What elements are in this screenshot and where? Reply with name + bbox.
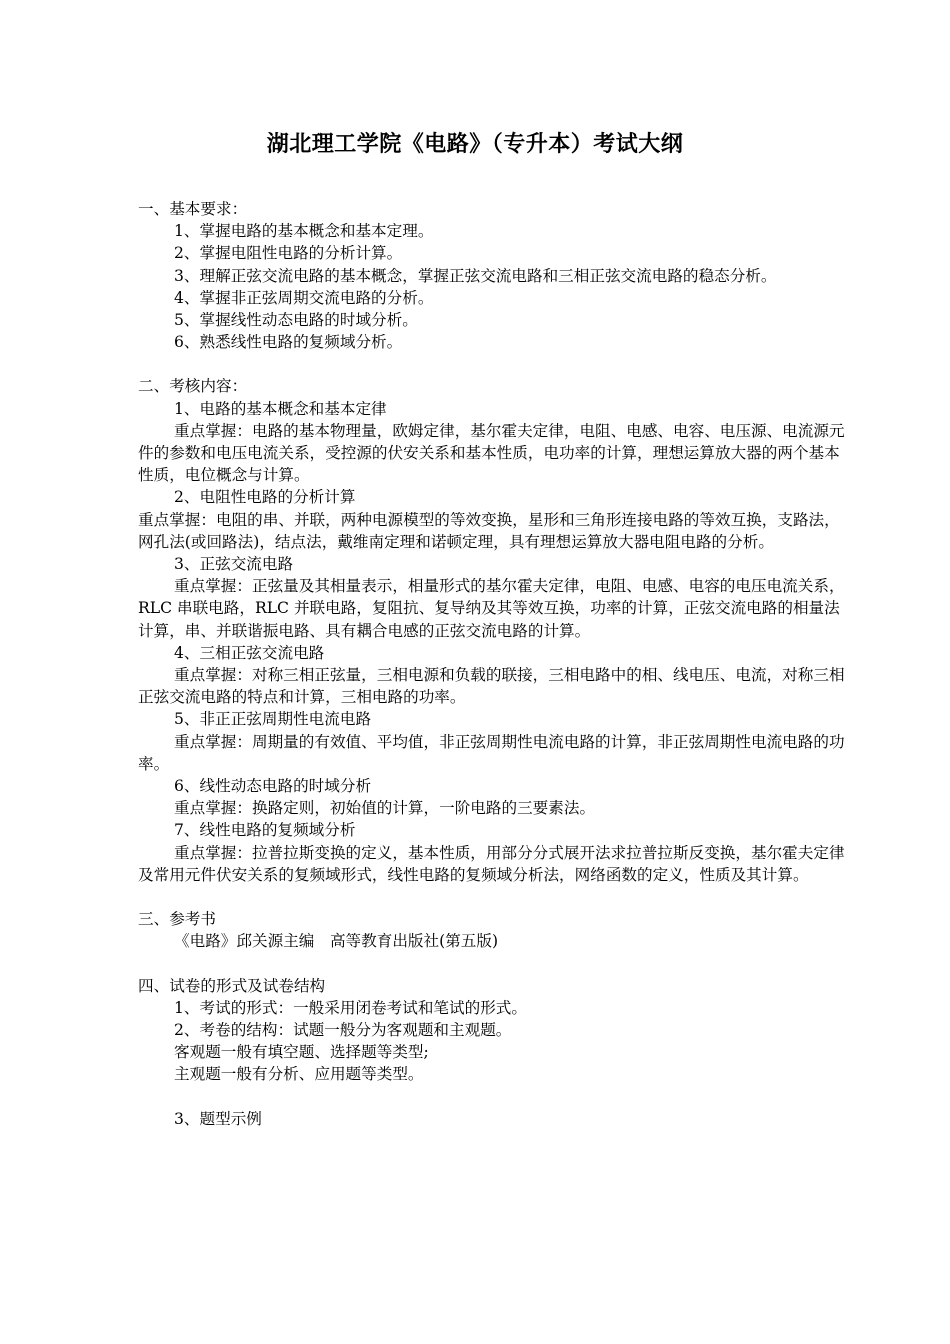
topic-title: 7、线性电路的复频域分析 [174,821,356,840]
section-heading-exam-format: 四、试卷的形式及试卷结构 [138,976,326,995]
requirement-item: 2、掌握电阻性电路的分析计算。 [174,244,403,263]
topic-paragraph: 重点掌握：拉普拉斯变换的定义，基本性质，用部分分式展开法求拉普拉斯反变换，基尔霍夫定律及常用元件伏安关系的复频域形式，线性电路的复频域分析法，网络函数的定义，性质及其计算。 [138,843,845,884]
section-heading-references: 三、参考书 [138,910,216,929]
topic-title: 5、非正正弦周期性电流电路 [174,710,372,729]
requirement-item: 3、理解正弦交流电路的基本概念，掌握正弦交流电路和三相正弦交流电路的稳态分析。 [174,266,777,285]
section-heading-requirements: 一、基本要求： [138,200,248,218]
requirement-item: 4、掌握非正弦周期交流电路的分析。 [174,288,434,307]
section-heading-content: 二、考核内容： [138,377,248,396]
topic-paragraph: 重点掌握：电路的基本物理量，欧姆定律，基尔霍夫定律，电阻、电感、电容、电压源、电流源元件的参数和电压电流关系，受控源的伏安关系和基本性质，电功率的计算，理想运算放大器的两个基本性质，电位概念与计算。 [138,421,845,485]
topic-title: 3、正弦交流电路 [174,555,294,574]
exam-format-item: 1、考试的形式：一般采用闭卷考试和笔试的形式。 [174,998,527,1017]
topic-paragraph: 重点掌握：电阻的串、并联，两种电源模型的等效变换，星形和三角形连接电路的等效互换，支路法，网孔法(或回路法)，结点法，戴维南定理和诺顿定理，具有理想运算放大器电阻电路的分析。 [138,510,840,551]
requirement-item: 6、熟悉线性电路的复频域分析。 [174,333,403,352]
topic-title: 6、线性动态电路的时域分析 [174,777,372,796]
reference-book: 《电路》邱关源主编 高等教育出版社(第五版) [174,932,499,951]
topic-paragraph: 重点掌握：周期量的有效值、平均值，非正弦周期性电流电路的计算，非正弦周期性电流电路的功率。 [138,732,845,773]
topic-title: 2、电阻性电路的分析计算 [174,488,356,507]
document-title: 湖北理工学院《电路》（专升本）考试大纲 [266,132,684,157]
requirement-item: 5、掌握线性动态电路的时域分析。 [174,311,418,330]
requirement-item: 1、掌握电路的基本概念和基本定理。 [174,222,434,241]
exam-format-item: 主观题一般有分析、应用题等类型。 [174,1065,424,1084]
topic-title: 1、电路的基本概念和基本定律 [174,399,387,418]
topic-title: 4、三相正弦交流电路 [174,643,325,662]
exam-format-item: 客观题一般有填空题、选择题等类型; [174,1043,429,1062]
exam-format-item: 2、考卷的结构：试题一般分为客观题和主观题。 [174,1020,512,1039]
topic-paragraph: 重点掌握：对称三相正弦量，三相电源和负载的联接，三相电路中的相、线电压、电流，对称三相正弦交流电路的特点和计算，三相电路的功率。 [138,666,845,707]
document-body [138,198,850,1130]
topic-paragraph: 重点掌握：正弦量及其相量表示，相量形式的基尔霍夫定律，电阻、电感、电容的电压电流关系，RLC 串联电路，RLC 并联电路，复阻抗、复导纳及其等效互换，功率的计算，正弦交流电路的相量法计算，串、并联谐振电路、具有耦合电感的正弦交流电路的计算。 [138,577,845,640]
exam-format-item: 3、题型示例 [174,1109,262,1128]
topic-paragraph: 重点掌握：换路定则，初始值的计算，一阶电路的三要素法。 [174,799,596,818]
